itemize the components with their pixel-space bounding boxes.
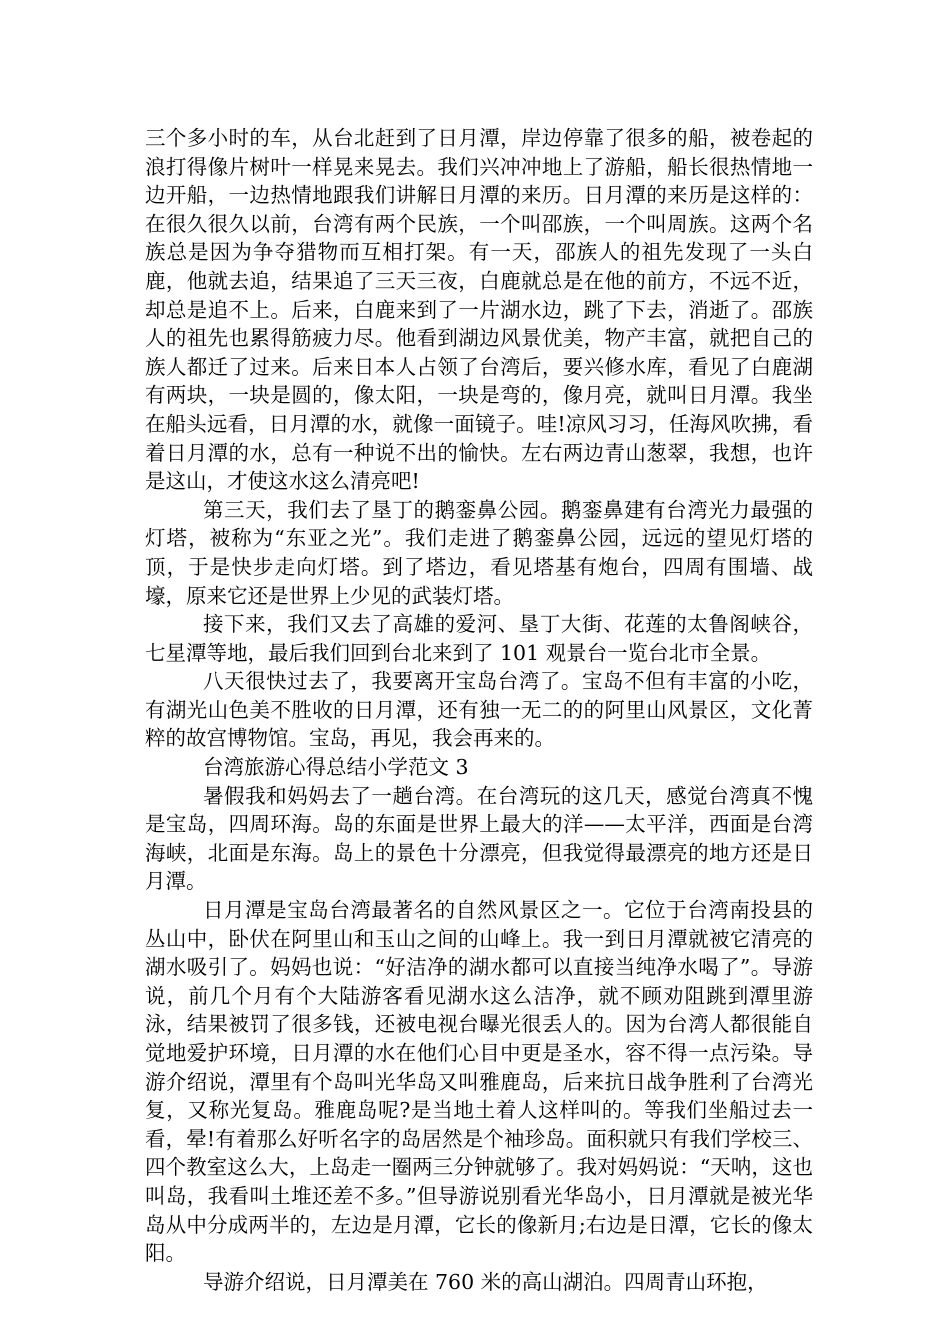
paragraph-guanghua-island: 日月潭是宝岛台湾最著名的自然风景区之一。它位于台湾南投县的丛山中，卧伏在阿里山和玉山之间的山峰上。我一到日月潭就被它清亮的湖水吸引了。妈妈也说：“好洁净的湖水都可以直接当纯净水喝了”。导游说，前几个月有个大陆游客看见湖水这么洁净，就不顾劝阻跳到潭里游泳，结果被罚了很多钱，还被电视台曝光很丢人的。因为台湾人都很能自觉地爱护环境，日月潭的水在他们心目中更是圣水，容不得一点污染。导游介绍说，潭里有个岛叫光华岛又叫雅鹿岛，后来抗日战争胜利了台湾光复，又称光复岛。雅鹿岛呢?是当地土着人这样叫的。等我们坐船过去一看，晕!有着那么好听名字的岛居然是个袖珍岛。面积就只有我们学校三、四个教室这么大，上岛走一圈两三分钟就够了。我对妈妈说：“天呐，这也叫岛，我看叫土堆还差不多。”但导游说别看光华岛小，日月潭就是被光华岛从中分成两半的，左边是月潭，它长的像新月;右边是日潭，它长的像太阳。: [145, 898, 813, 1266]
paragraph-farewell: 八天很快过去了，我要离开宝岛台湾了。宝岛不但有丰富的小吃，有湖光山色美不胜收的日月潭，还有独一无二的的阿里山风景区，文化菁粹的故宫博物馆。宝岛，再见，我会再来的。: [145, 669, 813, 751]
paragraph-eluanbi-park: 第三天，我们去了垦丁的鹅銮鼻公园。鹅銮鼻建有台湾光力最强的灯塔，被称为“东亚之光”。我们走进了鹅銮鼻公园，远远的望见灯塔的顶，于是快步走向灯塔。到了塔边，看见塔基有炮台，四周有围墙、战壕，原来它还是世界上少见的武装灯塔。: [145, 497, 813, 608]
paragraph-mountain-lake: 导游介绍说，日月潭美在 760 米的高山湖泊。四周青山环抱，: [203, 1269, 768, 1294]
paragraph-sun-moon-lake-legend: 三个多小时的车，从台北赶到了日月潭，岸边停靠了很多的船，被卷起的浪打得像片树叶一样晃来晃去。我们兴冲冲地上了游船，船长很热情地一边开船，一边热情地跟我们讲解日月潭的来历。日月潭的来历是这样的：在很久很久以前，台湾有两个民族，一个叫邵族，一个叫周族。这两个名族总是因为争夺猎物而互相打架。有一天，邵族人的祖先发现了一头白鹿，他就去追，结果追了三天三夜，白鹿就总是在他的前方，不远不近，却总是追不上。后来，白鹿来到了一片湖水边，跳了下去，消逝了。邵族人的祖先也累得筋疲力尽。他看到湖边风景优美，物产丰富，就把自己的族人都迁了过来。后来日本人占领了台湾后，要兴修水库，看见了白鹿湖有两块，一块是圆的，像太阳，一块是弯的，像月亮，就叫日月潭。我坐在船头远看，日月潭的水，就像一面镜子。哇!凉风习习，任海风吹拂，看着日月潭的水，总有一种说不出的愉快。左右两边青山葱翠，我想，也许是这山，才使这水这么清亮吧!: [145, 126, 813, 494]
document-page: [145, 124, 813, 1296]
paragraph-summer-trip: 暑假我和妈妈去了一趟台湾。在台湾玩的这几天，感觉台湾真不愧是宝岛，四周环海。岛的东面是世界上最大的洋——太平洋，西面是台湾海峡，北面是东海。岛上的景色十分漂亮，但我觉得最漂亮的地方还是日月潭。: [145, 783, 813, 894]
section-heading: 台湾旅游心得总结小学范文 3: [203, 755, 469, 780]
paragraph-kaohsiung-trip: 接下来，我们又去了高雄的爱河、垦丁大街、花莲的太鲁阁峡谷，七星潭等地，最后我们回到台北来到了 101 观景台一览台北市全景。: [145, 612, 813, 665]
